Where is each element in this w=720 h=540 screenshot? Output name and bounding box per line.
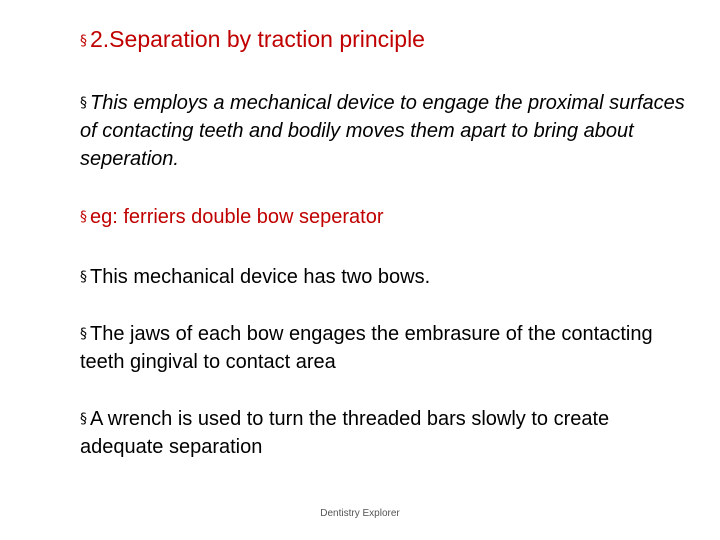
bullet-marker: § <box>80 269 87 285</box>
bullet-marker: § <box>80 411 87 427</box>
bullet-text: This mechanical device has two bows. <box>90 266 431 288</box>
bullet-point-4 <box>80 320 690 376</box>
bullet-text: The jaws of each bow engages the embrasure of the contacting teeth gingival to contact area <box>80 323 653 373</box>
bullet-point-3 <box>80 263 690 291</box>
bullet-marker: § <box>80 95 87 111</box>
bullet-text: eg: ferriers double bow seperator <box>90 206 384 228</box>
slide-footer: Dentistry Explorer <box>320 508 400 519</box>
bullet-point-5 <box>80 405 690 461</box>
slide-title <box>80 24 425 56</box>
bullet-point-2 <box>80 203 690 231</box>
title-text: 2.Separation by traction principle <box>90 26 425 52</box>
bullet-marker: § <box>80 326 87 342</box>
bullet-text: This employs a mechanical device to engage the proximal surfaces of contacting teeth and bodily moves them apart to bring about seperation. <box>80 92 685 170</box>
bullet-text: A wrench is used to turn the threaded bars slowly to create adequate separation <box>80 408 610 458</box>
title-bullet: § <box>80 33 87 49</box>
bullet-point-1 <box>80 89 690 173</box>
bullet-marker: § <box>80 209 87 225</box>
